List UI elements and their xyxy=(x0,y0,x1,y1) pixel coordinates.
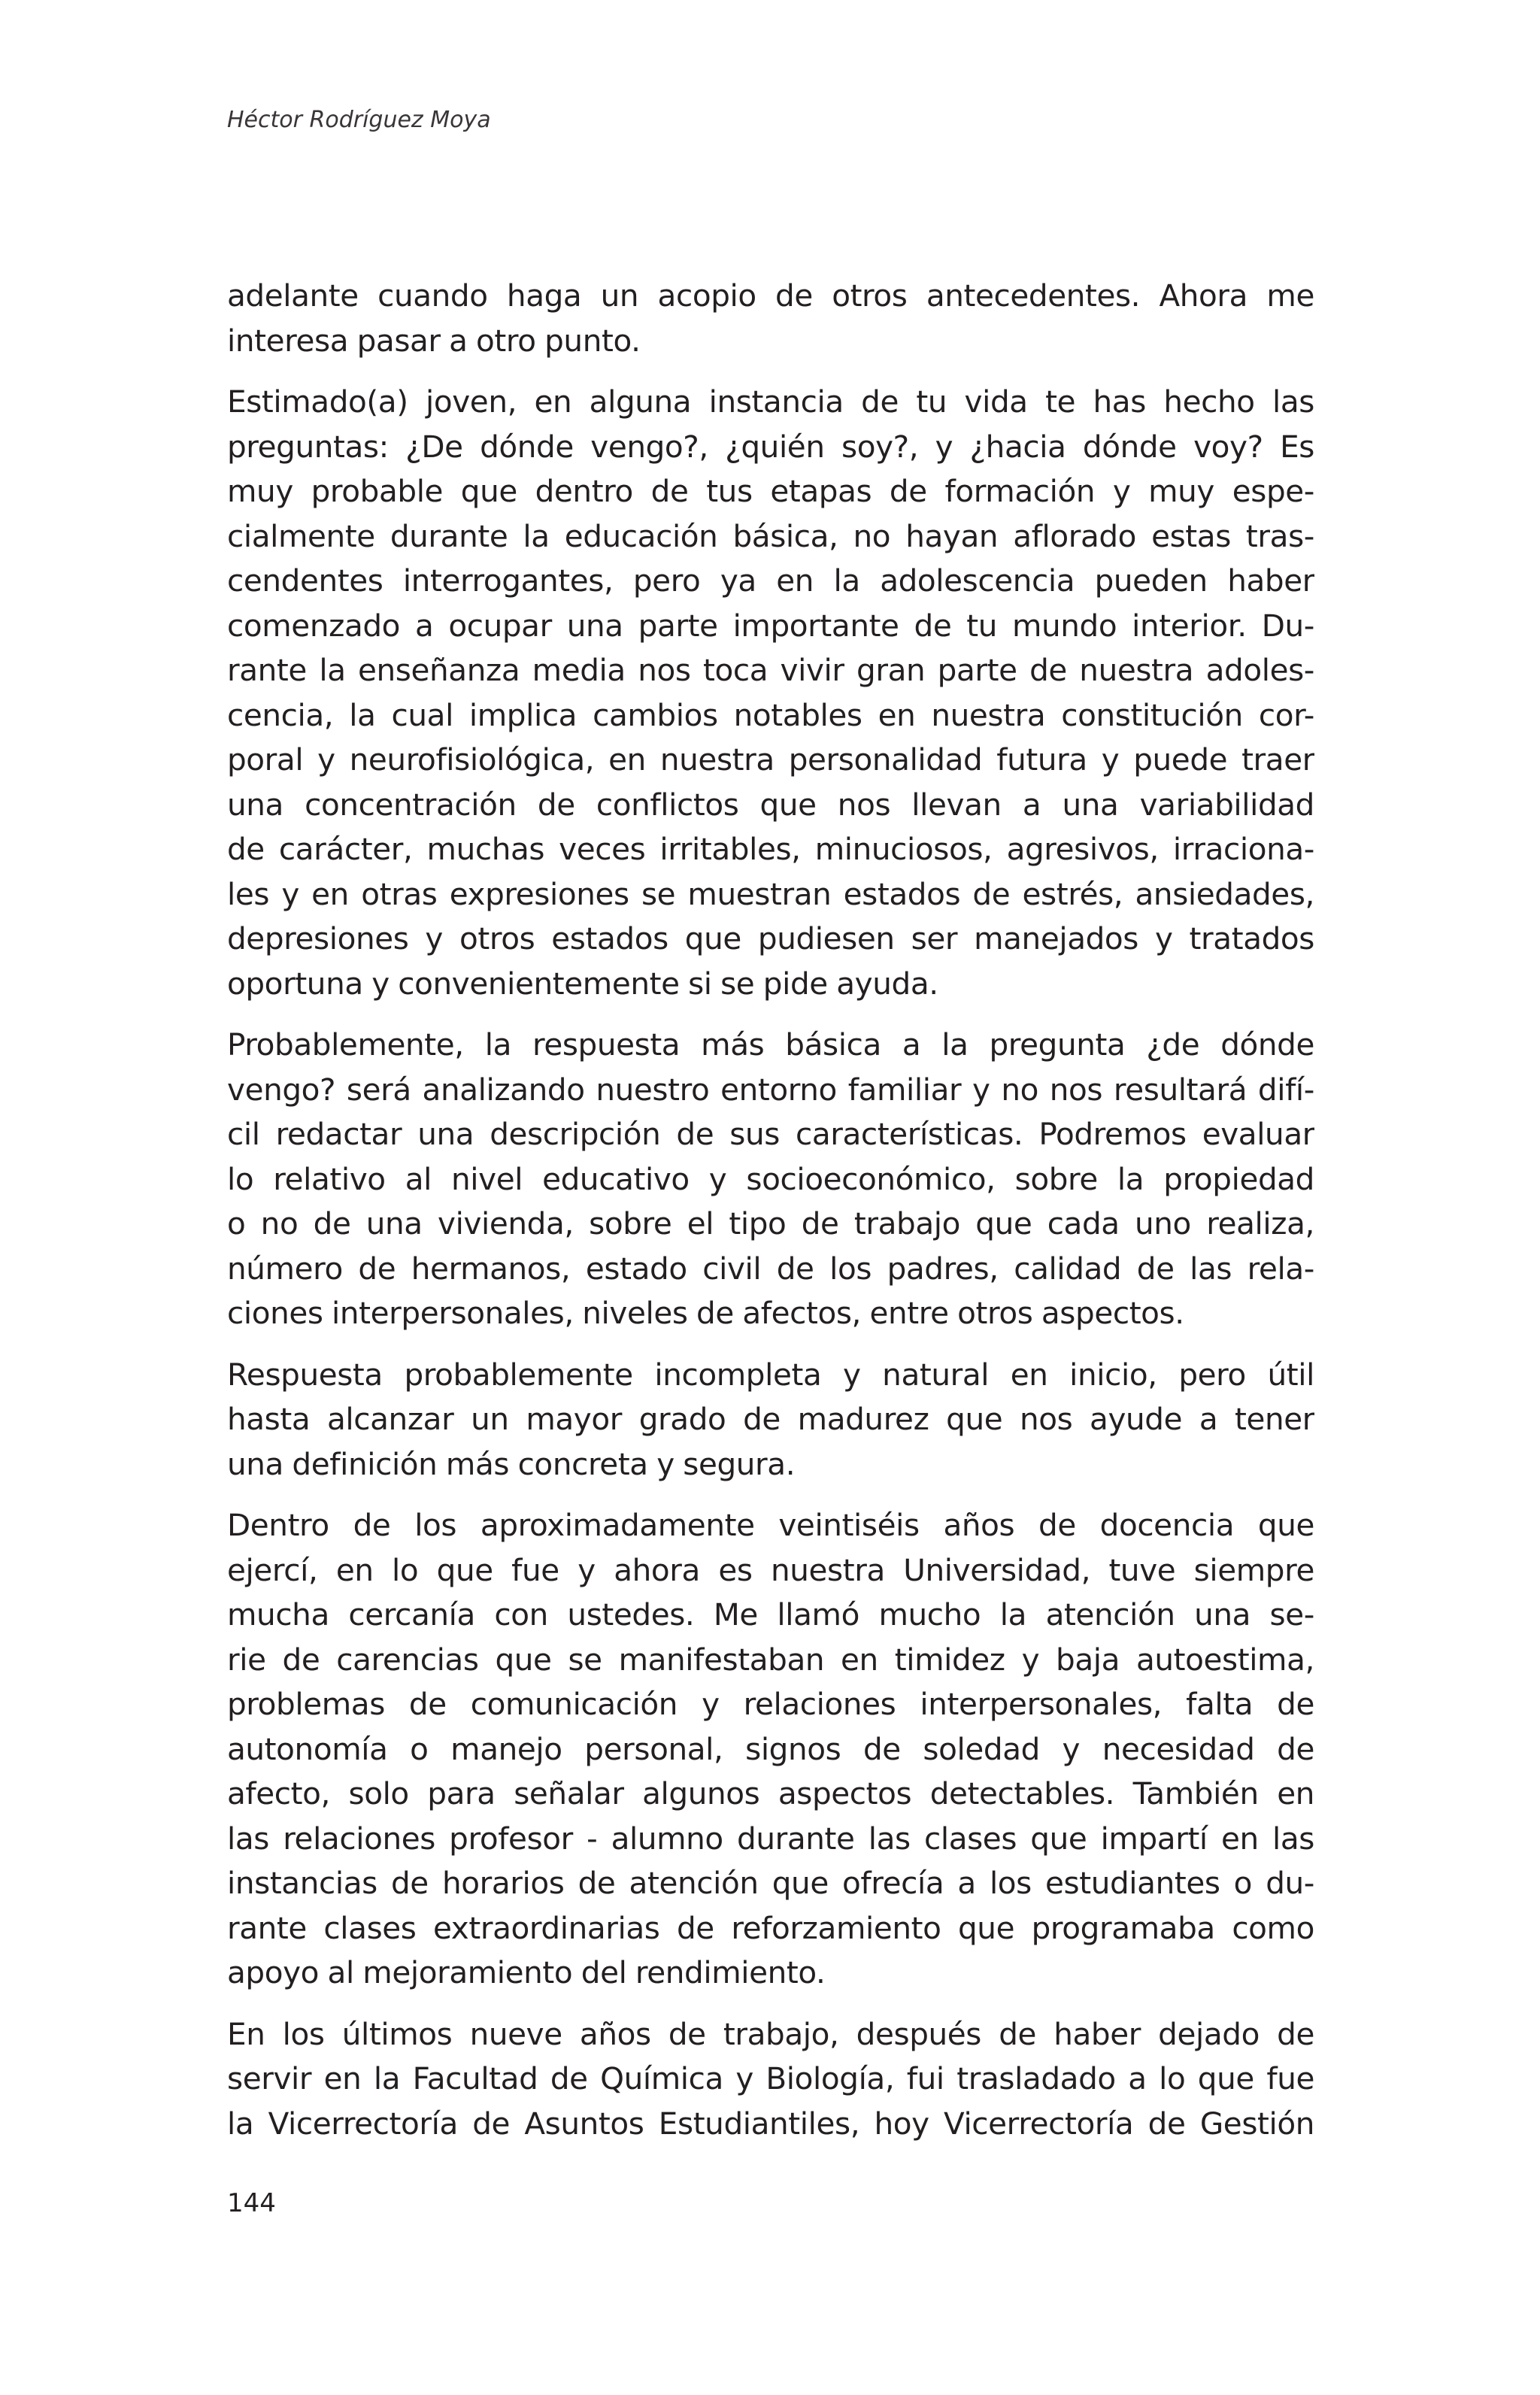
text-line: poral y neurofisiológica, en nuestra personalidad futura y puede traer xyxy=(227,741,1314,778)
text-line: adelante cuando haga un acopio de otros antecedentes. Ahora me xyxy=(227,277,1314,314)
text-line: la Vicerrectoría de Asuntos Estudiantiles, hoy Vicerrectoría de Gestión xyxy=(227,2105,1314,2142)
text-line: les y en otras expresiones se muestran estados de estrés, ansiedades, xyxy=(227,875,1314,912)
text-line: hasta alcanzar un mayor grado de madurez que nos ayude a tener xyxy=(227,1401,1314,1437)
text-line: cendentes interrogantes, pero ya en la adolescencia pueden haber xyxy=(227,562,1314,599)
text-line: número de hermanos, estado civil de los padres, calidad de las rela- xyxy=(227,1250,1314,1287)
text-line: Dentro de los aproximadamente veintiséis años de docencia que xyxy=(227,1507,1314,1543)
paragraph xyxy=(227,1353,1314,1487)
text-line: En los últimos nueve años de trabajo, después de haber dejado de xyxy=(227,2015,1314,2052)
text-line: afecto, solo para señalar algunos aspectos detectables. También en xyxy=(227,1775,1314,1811)
text-line: mucha cercanía con ustedes. Me llamó mucho la atención una se- xyxy=(227,1596,1314,1633)
text-line: rante clases extraordinarias de reforzamiento que programaba como xyxy=(227,1909,1314,1946)
paragraph xyxy=(227,380,1314,1006)
text-line: Probablemente, la respuesta más básica a la pregunta ¿de dónde xyxy=(227,1026,1314,1063)
text-line: ciones interpersonales, niveles de afectos, entre otros aspectos. xyxy=(227,1295,1184,1331)
text-line: interesa pasar a otro punto. xyxy=(227,322,641,359)
text-line: problemas de comunicación y relaciones interpersonales, falta de xyxy=(227,1686,1314,1722)
paragraph xyxy=(227,1023,1314,1336)
text-line: instancias de horarios de atención que ofrecía a los estudiantes o du- xyxy=(227,1865,1314,1901)
text-line: rante la enseñanza media nos toca vivir gran parte de nuestra adoles- xyxy=(227,652,1314,688)
text-line: cencia, la cual implica cambios notables en nuestra constitución cor- xyxy=(227,696,1314,733)
text-line: Respuesta probablemente incompleta y natural en inicio, pero útil xyxy=(227,1356,1314,1393)
text-line: las relaciones profesor - alumno durante las clases que impartí en las xyxy=(227,1820,1314,1857)
text-line: rie de carencias que se manifestaban en timidez y baja autoestima, xyxy=(227,1641,1314,1678)
body-text xyxy=(227,274,1314,2163)
text-line: cialmente durante la educación básica, no hayan aflorado estas tras- xyxy=(227,517,1314,554)
text-line: oportuna y convenientemente si se pide ayuda. xyxy=(227,965,938,1002)
text-line: servir en la Facultad de Química y Biología, fui trasladado a lo que fue xyxy=(227,2060,1314,2096)
text-line: o no de una vivienda, sobre el tipo de trabajo que cada uno realiza, xyxy=(227,1205,1314,1241)
text-line: lo relativo al nivel educativo y socioeconómico, sobre la propiedad xyxy=(227,1160,1314,1197)
text-line: preguntas: ¿De dónde vengo?, ¿quién soy?, y ¿hacia dónde voy? Es xyxy=(227,428,1314,465)
text-line: muy probable que dentro de tus etapas de formación y muy espe- xyxy=(227,473,1314,509)
text-line: ejercí, en lo que fue y ahora es nuestra Universidad, tuve siempre xyxy=(227,1551,1314,1588)
running-head: Héctor Rodríguez Moya xyxy=(227,107,491,133)
paragraph xyxy=(227,274,1314,363)
text-line: depresiones y otros estados que pudiesen ser manejados y tratados xyxy=(227,920,1314,956)
text-line: una concentración de conflictos que nos llevan a una variabilidad xyxy=(227,786,1314,823)
text-line: comenzado a ocupar una parte importante de tu mundo interior. Du- xyxy=(227,607,1314,644)
text-line: una definición más concreta y segura. xyxy=(227,1445,796,1482)
text-line: Estimado(a) joven, en alguna instancia de tu vida te has hecho las xyxy=(227,384,1314,420)
text-line: autonomía o manejo personal, signos de soledad y necesidad de xyxy=(227,1730,1314,1767)
text-line: apoyo al mejoramiento del rendimiento. xyxy=(227,1954,826,1990)
page-number: 144 xyxy=(227,2188,276,2218)
paragraph xyxy=(227,1503,1314,1996)
text-line: vengo? será analizando nuestro entorno familiar y no nos resultará difí- xyxy=(227,1071,1314,1108)
text-line: de carácter, muchas veces irritables, minuciosos, agresivos, irraciona- xyxy=(227,831,1314,867)
paragraph xyxy=(227,2012,1314,2147)
text-line: cil redactar una descripción de sus características. Podremos evaluar xyxy=(227,1116,1314,1152)
